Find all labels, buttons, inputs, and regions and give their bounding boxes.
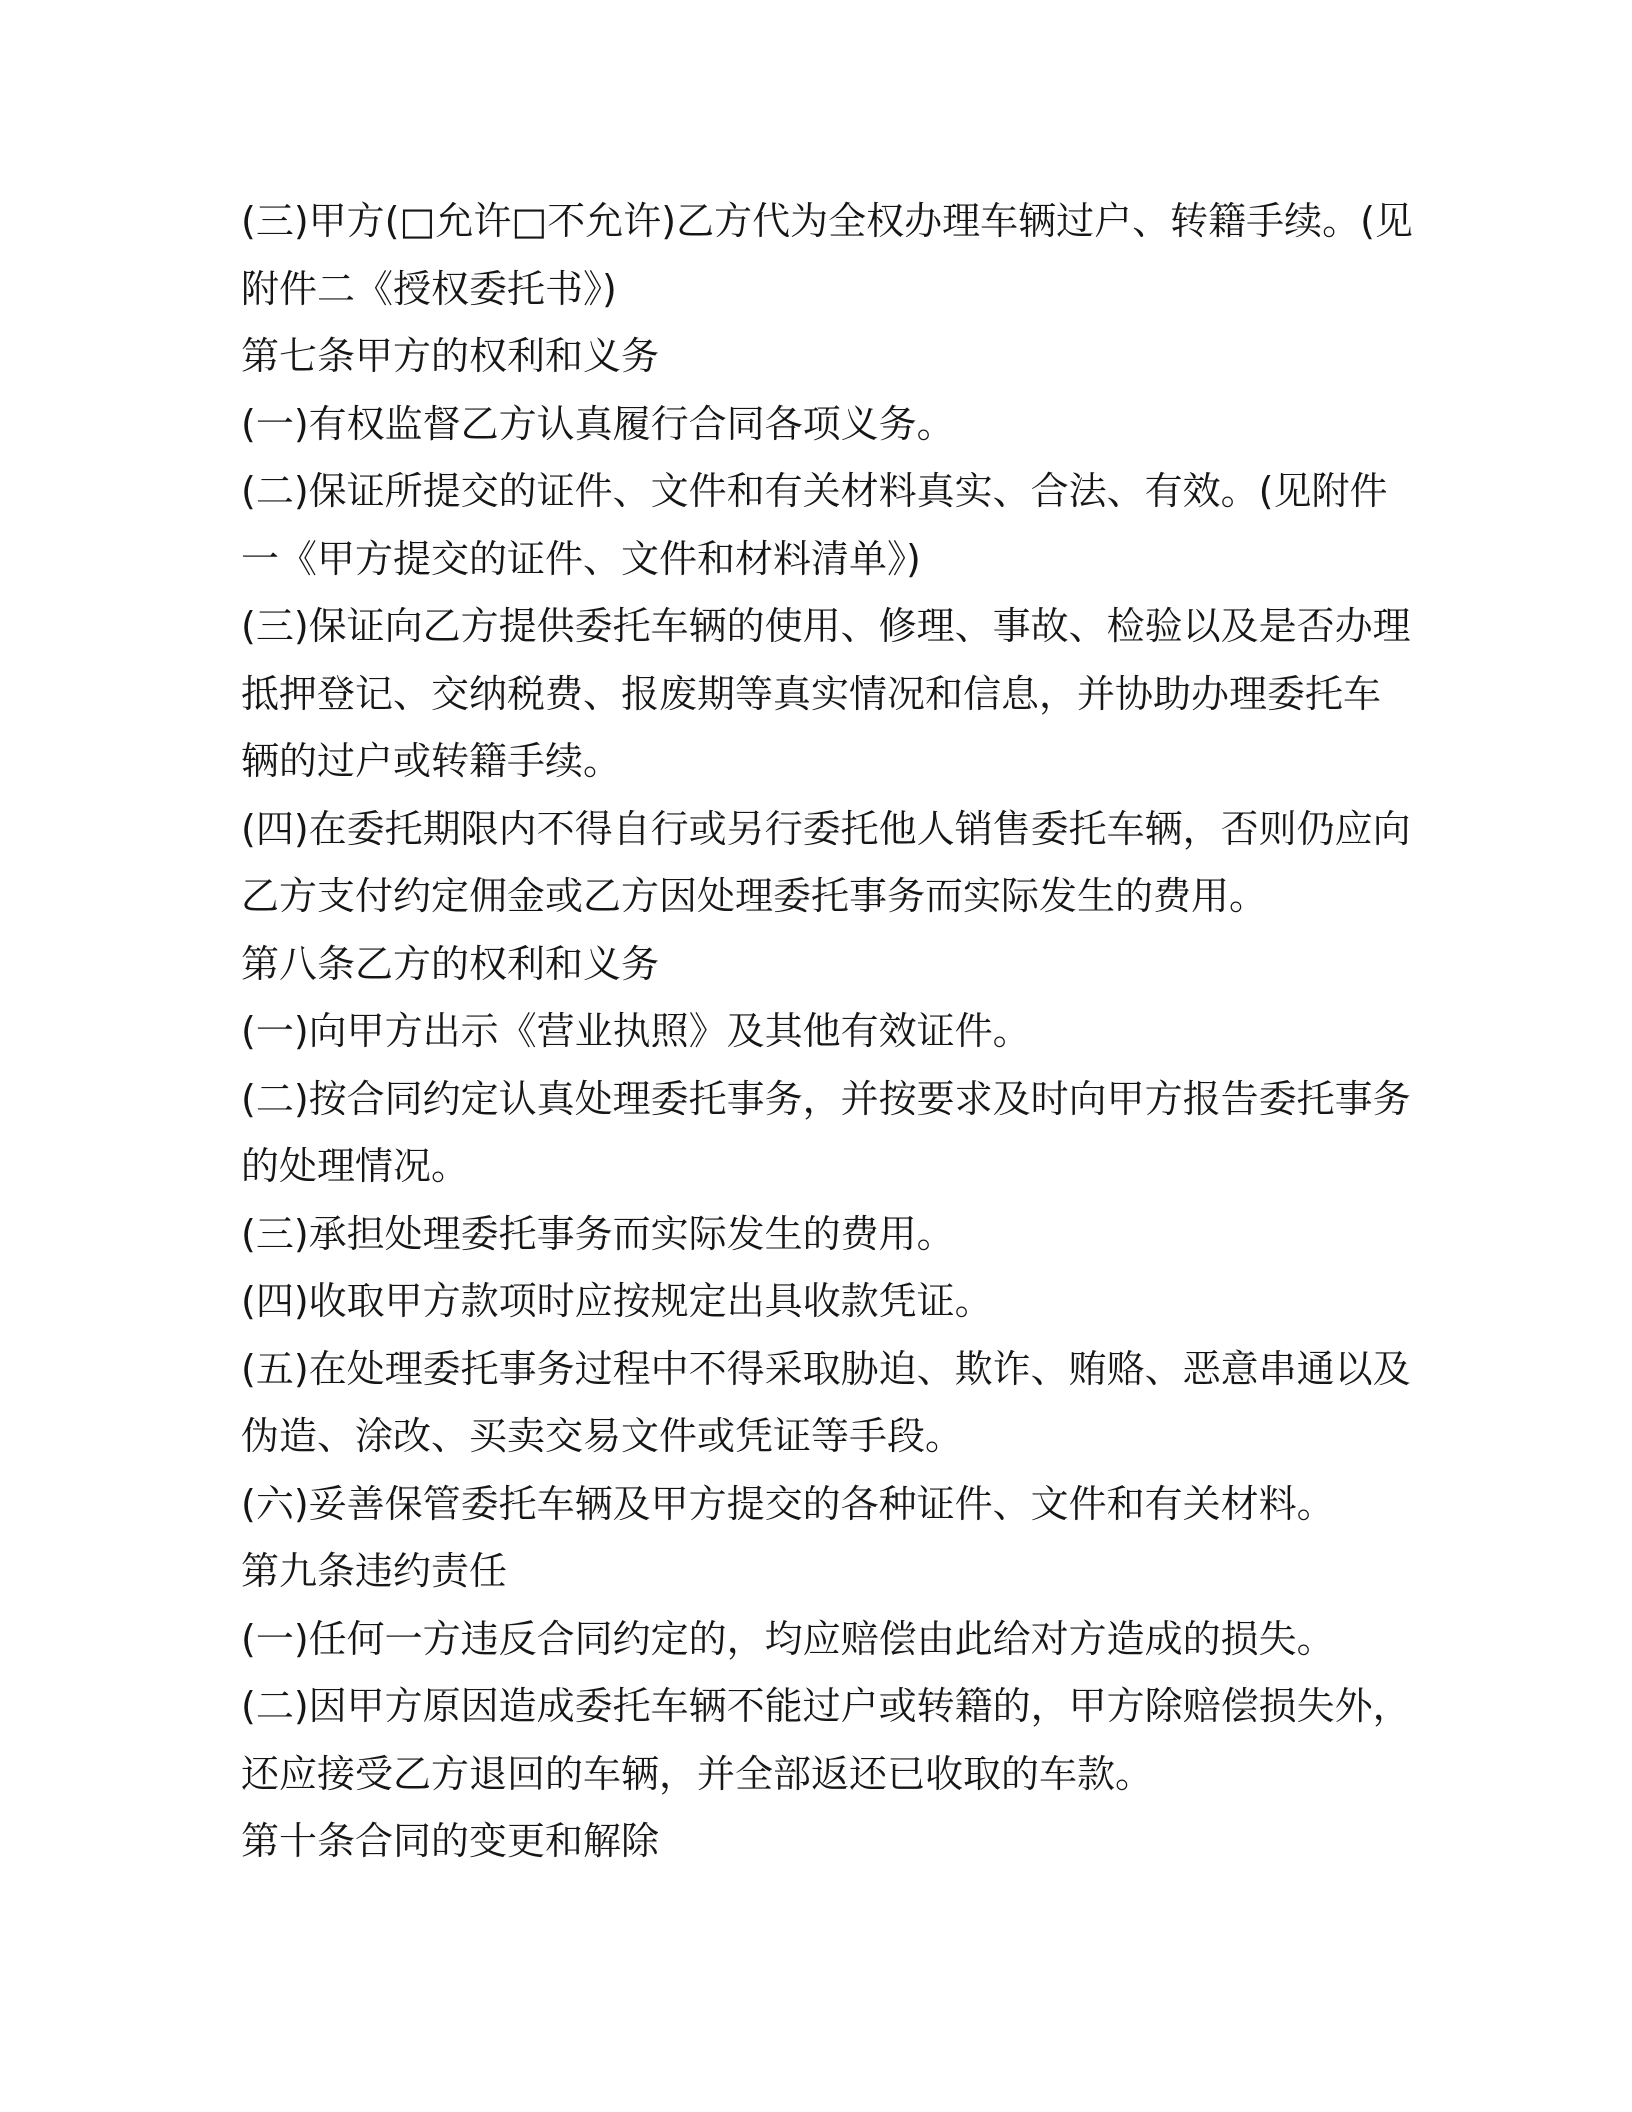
text-line: 乙方支付约定佣金或乙方因处理委托事务而实际发生的费用。: [241, 874, 1268, 918]
document-body: [241, 188, 1413, 1876]
text-line: (一)向甲方出示《营业执照》及其他有效证件。: [241, 1009, 1031, 1053]
text-line: (三)保证向乙方提供委托车辆的使用、修理、事故、检验以及是否办理: [241, 604, 1411, 648]
text-line: (二)保证所提交的证件、文件和有关材料真实、合法、有效。(见附件: [241, 469, 1388, 513]
text-line: 伪造、涂改、买卖交易文件或凭证等手段。: [241, 1414, 964, 1458]
text-line: 一《甲方提交的证件、文件和材料清单》): [241, 536, 921, 581]
text-line: 还应接受乙方退回的车辆，并全部返还已收取的车款。: [241, 1751, 1154, 1796]
text-line: (六)妥善保管委托车辆及甲方提交的各种证件、文件和有关材料。: [241, 1481, 1335, 1526]
text-line: (二)按合同约定认真处理委托事务，并按要求及时向甲方报告委托事务: [241, 1076, 1411, 1121]
section-heading: 第十条合同的变更和解除: [241, 1819, 660, 1863]
text-line: (三)甲方(□允许□不允许)乙方代为全权办理车辆过户、转籍手续。(见: [241, 199, 1413, 243]
text-line: (四)收取甲方款项时应按规定出具收款凭证。: [241, 1279, 993, 1323]
section-heading: 第八条乙方的权利和义务: [241, 941, 660, 986]
text-line: (五)在处理委托事务过程中不得采取胁迫、欺诈、贿赂、恶意串通以及: [241, 1346, 1411, 1391]
text-line: (一)任何一方违反合同约定的，均应赔偿由此给对方造成的损失。: [241, 1616, 1335, 1661]
text-line: (一)有权监督乙方认真履行合同各项义务。: [241, 401, 955, 446]
text-line: (三)承担处理委托事务而实际发生的费用。: [241, 1211, 955, 1256]
text-line: 辆的过户或转籍手续。: [241, 739, 622, 783]
section-heading: 第七条甲方的权利和义务: [241, 334, 660, 378]
text-line: (二)因甲方原因造成委托车辆不能过户或转籍的，甲方除赔偿损失外，: [241, 1684, 1411, 1728]
text-line: 附件二《授权委托书》): [241, 266, 617, 311]
text-line: 抵押登记、交纳税费、报废期等真实情况和信息，并协助办理委托车: [241, 671, 1382, 716]
text-line: (四)在委托期限内不得自行或另行委托他人销售委托车辆，否则仍应向: [241, 806, 1411, 851]
text-line: 的处理情况。: [241, 1144, 470, 1188]
section-heading: 第九条违约责任: [241, 1549, 508, 1593]
